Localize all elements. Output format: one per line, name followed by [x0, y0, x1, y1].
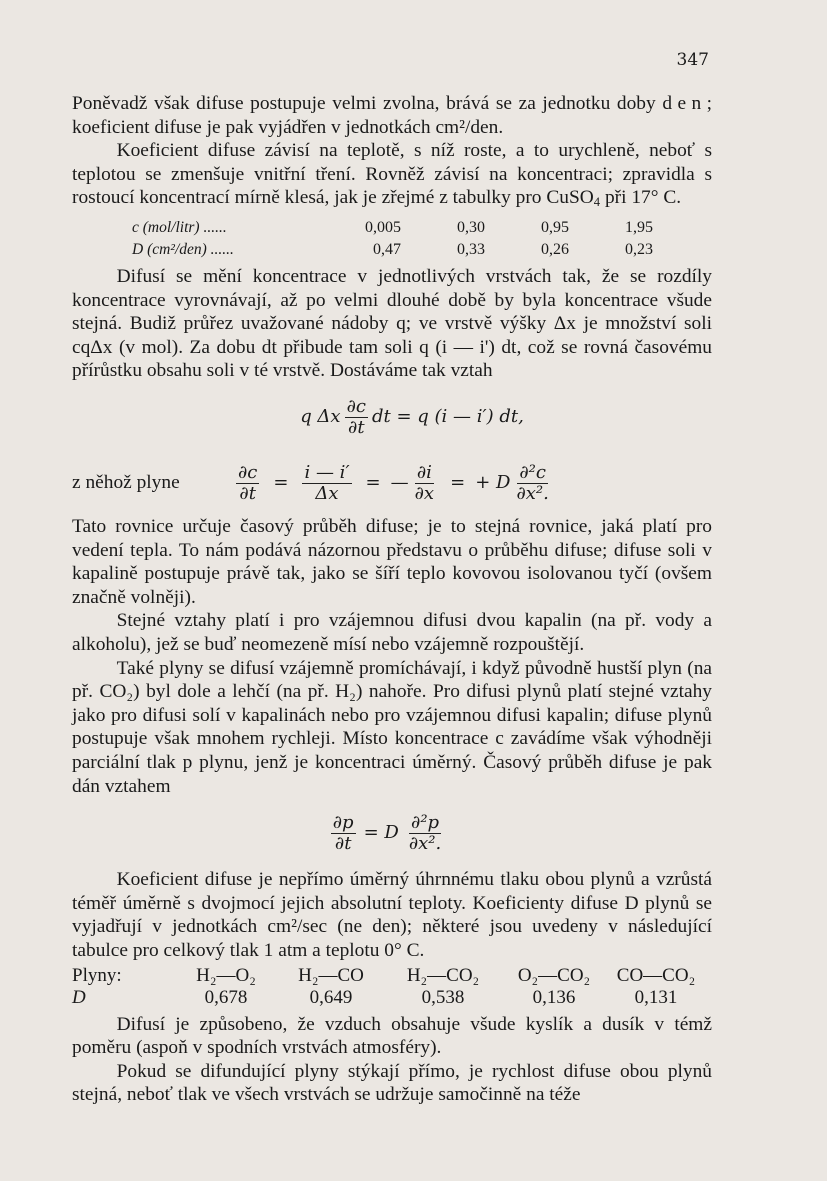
paragraph-3: Difusí se mění koncentrace v jednotlivých vrstvách tak, že se rozdíly koncentrace vyrovnávají, až po velmi dlouhé době by byla koncentrace všude stejná. Budiž průřez uvažované nádoby q; ve vrstvě výšky Δx je množství soli cqΔx (v mol). Za dobu dt přibude tam soli q (i — i') dt, což se rovná časovému přírůstku obsahu soli v té vrstvě. Dostáváme tak vztah	[72, 266, 712, 382]
table-cell: D	[72, 986, 86, 1008]
row-label: c (mol/litr) ......	[132, 219, 227, 237]
table-cell: 0,649	[309, 986, 353, 1008]
table-cell: 0,136	[532, 986, 576, 1008]
paragraph-9: Pokud se difundující plyny stýkají přímo, je rychlost difuse obou plynů stejná, neboť tlak ve všech vrstvách se udržuje samočinně na téže	[72, 1060, 712, 1106]
denominator: ∂x	[414, 482, 435, 504]
fraction	[302, 463, 351, 504]
text-run: Koeficient difuse závisí na teplotě, s níž roste, a to urychleně, neboť s teplotou se zmenšuje vnitřní tření. Rovněž závisí na koncentraci; zpravidla s rostoucí koncentrací mírně klesá, jak je zřejmé z tabulky pro CuSO	[72, 140, 712, 209]
table-cell: CO—CO₂	[616, 964, 696, 986]
page-number: 347	[676, 50, 709, 70]
numerator: ∂c	[346, 395, 366, 417]
minus-sign: —	[390, 472, 409, 494]
table-cell: Plyny:	[72, 964, 122, 986]
text-run: Poněvadž však difuse postupuje velmi zvolna, brává se za jednotku doby	[72, 93, 663, 114]
formula-term: + D	[475, 472, 511, 494]
fraction	[514, 463, 550, 504]
table-cell: 1,95	[625, 219, 653, 237]
table-cell: H₂—CO₂	[406, 964, 480, 986]
formula-lead-text: z něhož plyne	[72, 472, 180, 494]
text-run: ; koeficient difuse je pak vyjádřen v jednotkách cm²/den.	[72, 93, 712, 138]
fraction	[413, 463, 436, 504]
denominator: ∂t	[348, 416, 365, 438]
formula-1	[112, 387, 712, 447]
fraction	[345, 397, 368, 438]
table-cell: 0,678	[204, 986, 248, 1008]
fraction	[236, 463, 259, 504]
equals-sign: =	[450, 472, 466, 494]
equals-sign: =	[365, 472, 381, 494]
table-row	[72, 987, 712, 1009]
table-cell: 0,131	[634, 986, 678, 1008]
formula-2	[232, 463, 555, 504]
denominator: ∂x².	[408, 832, 442, 854]
denominator: ∂x².	[516, 482, 549, 504]
numerator: ∂i	[416, 461, 432, 483]
paragraph-8: Difusí je způsobeno, že vzduch obsahuje všude kyslík a dusík v témž poměru (aspoň v spodních vrstvách atmosféry).	[72, 1013, 712, 1059]
paragraph-1	[72, 92, 712, 139]
equals-sign: =	[273, 472, 289, 494]
table-cell: H₂—CO	[298, 964, 364, 986]
numerator: ∂c	[238, 461, 258, 483]
numerator: i — i′	[304, 461, 350, 483]
paragraph-2	[72, 139, 712, 215]
denominator: ∂t	[334, 832, 352, 854]
numerator: ∂p	[332, 811, 354, 833]
table-cell: O₂—CO₂	[517, 964, 591, 986]
table-cell: 0,005	[365, 219, 401, 237]
numerator: ∂²p	[411, 811, 440, 833]
table-row	[132, 239, 712, 261]
fraction	[331, 813, 356, 854]
denominator: ∂t	[239, 482, 256, 504]
table-row	[132, 217, 712, 239]
table-cell: 0,30	[457, 219, 485, 237]
table-cell: 0,95	[541, 219, 569, 237]
formula-term: dt = q (i — i′) dt,	[371, 406, 524, 428]
table-cell: 0,47	[373, 241, 401, 259]
emphasized-word: den	[662, 93, 707, 114]
formula-term: q Δx	[300, 406, 341, 428]
table-cell: 0,23	[625, 241, 653, 259]
paragraph-7: Koeficient difuse je nepřímo úměrný úhrnnému tlaku obou plynů a vzrůstá téměř úměrně s dvojmocí jejich absolutní teploty. Koeficienty difuse D plynů se vyjadřují v jednotkách cm²/sec (ne den); některé jsou uvedeny v následující tabulce pro celkový tlak 1 atm a teplotu 0° C.	[72, 869, 712, 961]
formula-term: = D	[363, 822, 399, 844]
paragraph-5: Stejné vztahy platí i pro vzájemnou difusi dvou kapalin (na př. vody a alkoholu), jež se buď neomezeně mísí nebo vzájemně rozpouštějí.	[72, 610, 712, 656]
table-cell: 0,26	[541, 241, 569, 259]
subscript: 4	[593, 195, 601, 210]
paragraph-6: Také plyny se difusí vzájemně promíchávají, i když původně hustší plyn (na př. CO₂) byl dole a lehčí (na př. H₂) nahoře. Pro difusi plynů platí stejné vztahy jako pro difusi solí v kapalinách nebo pro vzájemnou difusi kapalin; difuse plynů postupuje však mnohem rychleji. Místo koncentrace c zavádíme však výhodněji parciální tlak p plynu, jenž je koncentraci úměrný. Časový průběh difuse je pak dán vztahem	[72, 657, 712, 797]
fraction	[407, 813, 443, 854]
table-cell: 0,538	[421, 986, 465, 1008]
formula-3	[62, 802, 712, 864]
row-label: D (cm²/den) ......	[132, 241, 234, 259]
table-header-row	[72, 965, 712, 987]
text-run: při 17° C.	[600, 187, 682, 209]
denominator: Δx	[315, 482, 339, 504]
paragraph-4: Tato rovnice určuje časový průběh difuse; je to stejná rovnice, jaká platí pro vedení tepla. To nám podává názornou představu o průběhu difuse; difuse soli v kapalině postupuje právě tak, jako se šíří teplo kovovou isolovanou tyčí (ovšem značně volněji).	[72, 516, 712, 608]
formula-2-line	[72, 451, 712, 515]
table-cell: H₂—O₂	[196, 964, 256, 986]
concentration-table	[72, 217, 712, 261]
page-body	[72, 92, 712, 1107]
table-cell: 0,33	[457, 241, 485, 259]
numerator: ∂²c	[519, 461, 546, 483]
gas-diffusion-table	[72, 965, 712, 1009]
